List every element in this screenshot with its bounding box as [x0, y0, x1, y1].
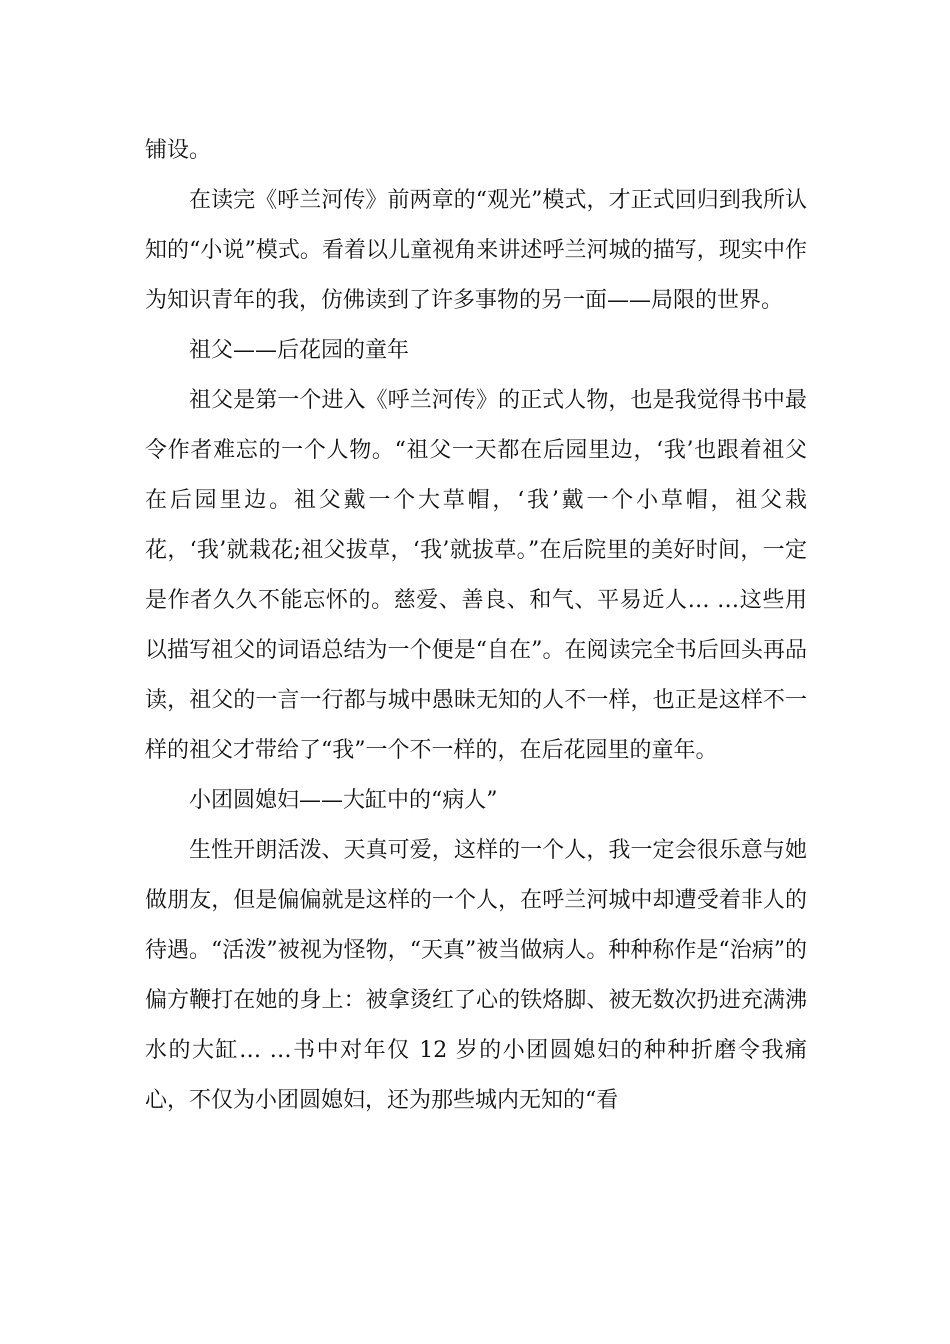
paragraph-continuation: 铺设。 — [145, 138, 212, 163]
section-heading-grandfather: 祖父——后花园的童年 — [189, 338, 410, 363]
paragraph-child-bride: 生性开朗活泼、天真可爱，这样的一个人，我一定会很乐意与她做朋友，但是偏偏就是这样的一个人，在呼兰河城中却遭受着非人的待遇。“活泼”被视为怪物，“天真”被当做病人。种种称作是“治病”的偏方鞭打在她的身上：被拿烫红了心的铁烙脚、被无数次扔进充满沸水的大缸… …书中对年仅 12 岁的小团圆媳妇的种种折磨令我痛心，不仅为小团圆媳妇，还为那些城内无知的“看 — [145, 838, 807, 1113]
paragraph-grandfather: 祖父是第一个进入《呼兰河传》的正式人物，也是我觉得书中最令作者难忘的一个人物。“祖父一天都在后园里边，‘我’也跟着祖父在后园里边。祖父戴一个大草帽，‘我’戴一个小草帽，祖父栽花，‘我’就栽花;祖父拔草，‘我’就拔草。”在后院里的美好时间，一定是作者久久不能忘怀的。慈爱、善良、和气、平易近人… …这些用以描写祖父的词语总结为一个便是“自在”。在阅读完全书后回头再品读，祖父的一言一行都与城中愚昧无知的人不一样，也正是这样不一样的祖父才带给了“我”一个不一样的，在后花园里的童年。 — [145, 388, 807, 763]
section-heading-child-bride: 小团圆媳妇——大缸中的“病人” — [189, 788, 498, 813]
document-page — [145, 126, 807, 1126]
paragraph-intro: 在读完《呼兰河传》前两章的“观光”模式，才正式回归到我所认知的“小说”模式。看着以儿童视角来讲述呼兰河城的描写，现实中作为知识青年的我，仿佛读到了许多事物的另一面——局限的世界。 — [145, 188, 807, 313]
